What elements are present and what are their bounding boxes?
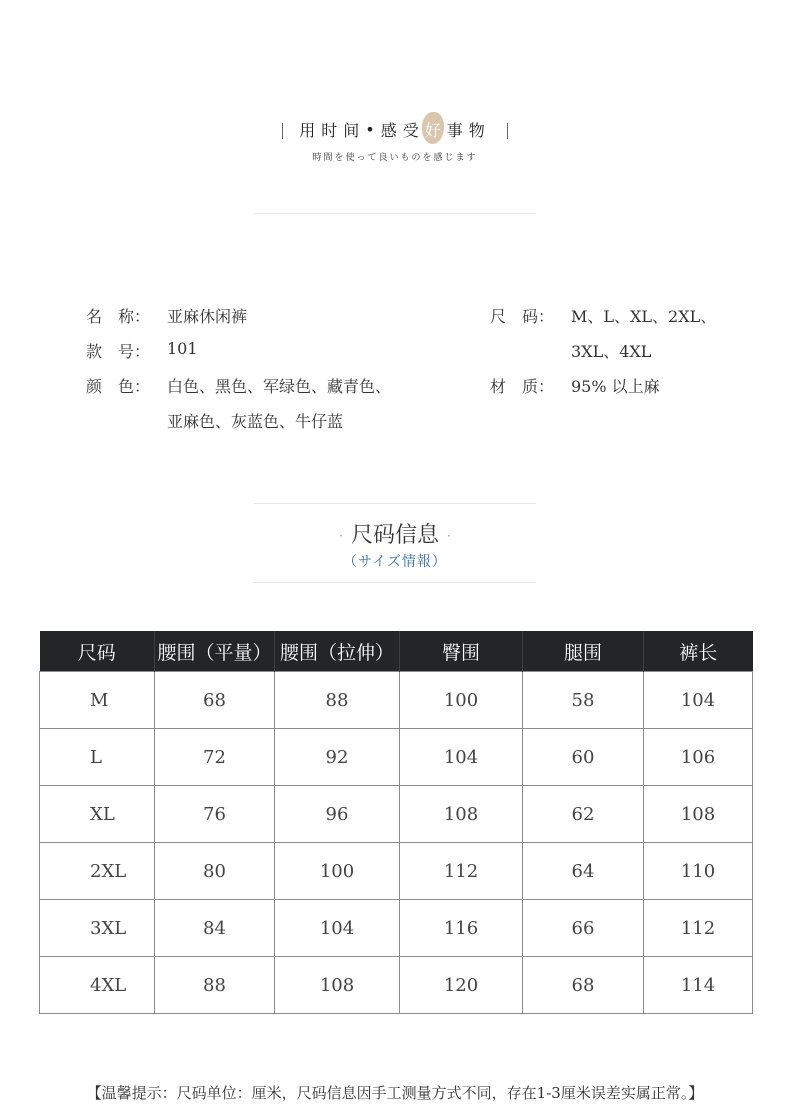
size-value: M、L、XL、2XL、 <box>571 307 717 326</box>
slogan-char: 事 <box>446 121 469 140</box>
material-label: 材 质： <box>490 377 555 396</box>
material-value: 95% 以上麻 <box>571 377 660 396</box>
table-cell: 80 <box>155 843 275 900</box>
table-cell: 100 <box>400 672 523 729</box>
title-dot: · <box>447 529 451 543</box>
table-row <box>40 672 753 729</box>
table-cell: 3XL <box>40 900 155 957</box>
table-cell: 112 <box>644 900 753 957</box>
header-size: 尺码 <box>40 631 155 672</box>
table-cell: 96 <box>275 786 400 843</box>
table-cell: 108 <box>275 957 400 1014</box>
section-divider-bottom <box>254 582 536 583</box>
table-cell: 108 <box>400 786 523 843</box>
table-cell: L <box>40 729 155 786</box>
table-cell: 108 <box>644 786 753 843</box>
slogan-char: 用 <box>299 121 322 140</box>
slogan-char: 受 <box>402 121 425 140</box>
table-cell: 72 <box>155 729 275 786</box>
style-label: 款 号： <box>86 342 151 361</box>
table-cell: 76 <box>155 786 275 843</box>
table-cell: 106 <box>644 729 753 786</box>
header-thigh: 腿围 <box>523 631 644 672</box>
section-subtitle: （サイズ情報） <box>343 554 447 570</box>
slogan-char: 感 <box>380 121 403 140</box>
header-hip: 臀围 <box>400 631 523 672</box>
table-cell: XL <box>40 786 155 843</box>
size-label: 尺 码： <box>490 307 555 326</box>
table-row <box>40 900 753 957</box>
header-waist-stretch: 腰围（拉伸） <box>275 631 400 672</box>
section-title <box>0 518 790 549</box>
table-cell: 64 <box>523 843 644 900</box>
table-cell: 84 <box>155 900 275 957</box>
color-value: 白色、黑色、军绿色、藏青色、 <box>167 377 392 396</box>
table-cell: M <box>40 672 155 729</box>
style-value: 101 <box>167 339 198 358</box>
table-cell: 100 <box>275 843 400 900</box>
table-cell: 112 <box>400 843 523 900</box>
name-value: 亚麻休闲裤 <box>167 307 248 326</box>
slogan-left-bar: | <box>279 120 286 139</box>
section-title-text: 尺码信息 <box>350 523 439 548</box>
size-table <box>39 631 753 1014</box>
table-cell: 68 <box>523 957 644 1014</box>
table-row <box>40 957 753 1014</box>
table-cell: 92 <box>275 729 400 786</box>
slogan-highlight-char: 好 <box>425 118 447 141</box>
name-label: 名 称： <box>86 307 151 326</box>
header-waist-flat: 腰围（平量） <box>155 631 275 672</box>
slogan-subtitle: 時間を使って良いものを感じます <box>312 153 478 163</box>
table-cell: 60 <box>523 729 644 786</box>
table-header-row <box>40 631 753 672</box>
slogan-dot: • <box>365 120 381 139</box>
brand-slogan <box>0 118 790 141</box>
title-dot: · <box>339 529 343 543</box>
table-cell: 104 <box>644 672 753 729</box>
table-cell: 62 <box>523 786 644 843</box>
table-cell: 104 <box>275 900 400 957</box>
table-row <box>40 843 753 900</box>
table-cell: 4XL <box>40 957 155 1014</box>
table-cell: 114 <box>644 957 753 1014</box>
header-divider <box>254 213 536 214</box>
table-row <box>40 729 753 786</box>
slogan-right-bar: | <box>504 120 511 139</box>
table-cell: 58 <box>523 672 644 729</box>
table-cell: 88 <box>155 957 275 1014</box>
table-cell: 68 <box>155 672 275 729</box>
table-row <box>40 786 753 843</box>
table-cell: 66 <box>523 900 644 957</box>
slogan-char: 物 <box>468 121 491 140</box>
header-length: 裤长 <box>644 631 753 672</box>
table-cell: 120 <box>400 957 523 1014</box>
size-value-cont: 3XL、4XL <box>571 342 652 361</box>
table-cell: 116 <box>400 900 523 957</box>
slogan-char: 间 <box>343 121 366 140</box>
footer-note: 【温馨提示：尺码单位：厘米，尺码信息因手工测量方式不同，存在1-3厘米误差实属正常。】 <box>86 1084 704 1102</box>
color-value-cont: 亚麻色、灰蓝色、牛仔蓝 <box>167 412 344 431</box>
table-cell: 110 <box>644 843 753 900</box>
table-cell: 104 <box>400 729 523 786</box>
section-divider-top <box>254 503 536 504</box>
table-cell: 88 <box>275 672 400 729</box>
slogan-char: 时 <box>321 121 344 140</box>
table-cell: 2XL <box>40 843 155 900</box>
color-label: 颜 色： <box>86 377 151 396</box>
